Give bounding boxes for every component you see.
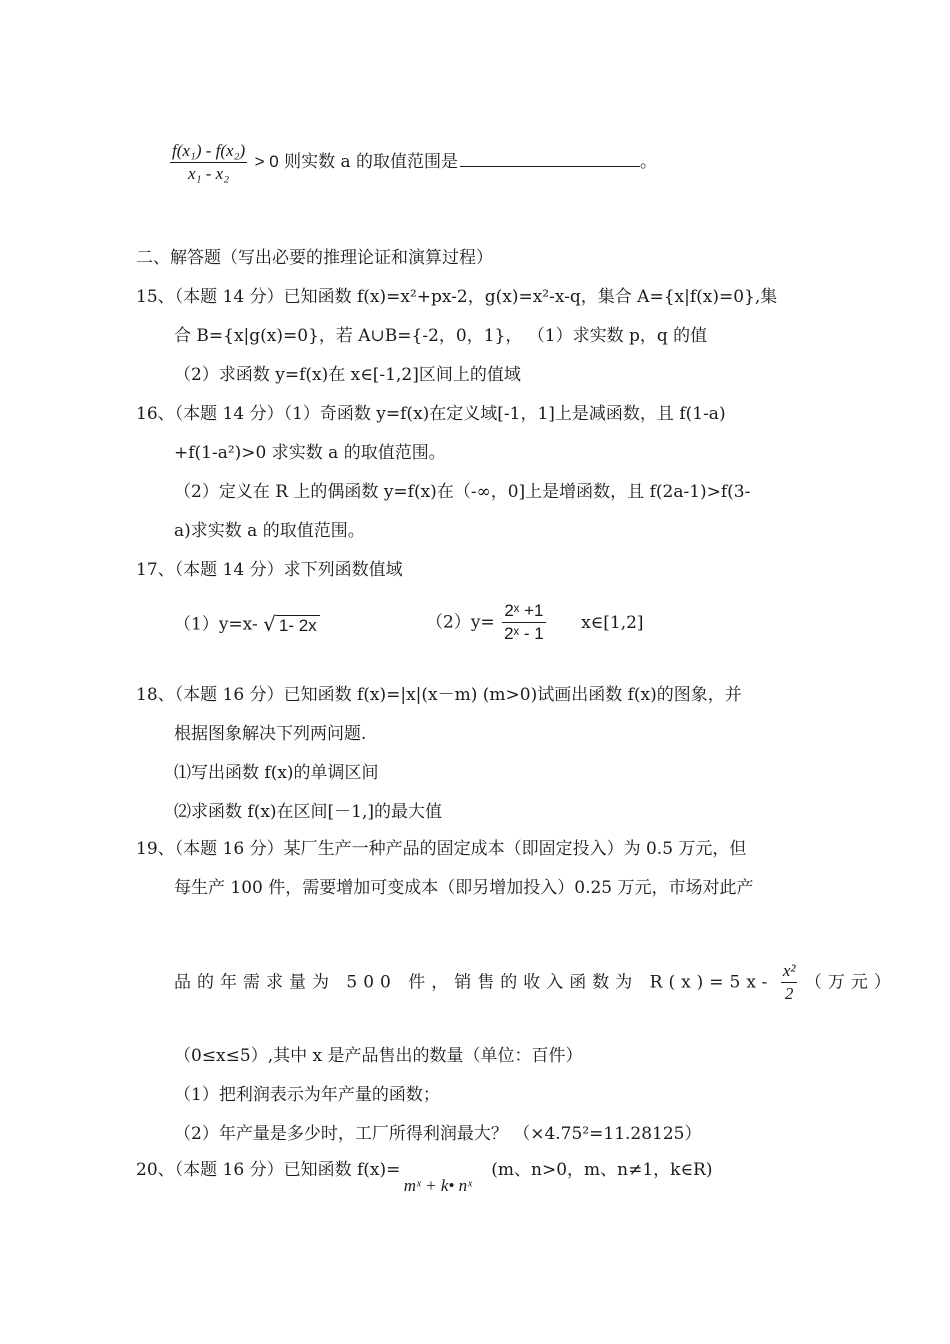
- q14-end: 。: [640, 152, 658, 172]
- q15-line2: 合 B={x|g(x)=0}，若 A∪B={-2，0，1}， （1）求实数 p，q 的值: [174, 326, 708, 346]
- q19-line2: 每生产 100 件，需要增加可变成本（即另增加投入）0.25 万元，市场对此产: [174, 878, 754, 898]
- q14-frac-num: f(x₁) - f(x₂): [170, 140, 247, 163]
- q19-line3: [174, 960, 897, 1005]
- q18-line2: 根据图象解决下列两问题.: [174, 724, 367, 744]
- q18-line4: ⑵求函数 f(x)在区间[－1,]的最大值: [174, 802, 443, 822]
- q17-part1: [174, 612, 320, 638]
- q16-line3: （2）定义在 R 上的偶函数 y=f(x)在（-∞，0]上是增函数，且 f(2a-1)>f(3-: [174, 482, 751, 502]
- q20-line-b: (m、n>0，m、n≠1，k∈R): [491, 1160, 713, 1180]
- section-title: 二、解答题（写出必要的推理论证和演算过程）: [136, 248, 493, 268]
- q20-line-a: 20、（本题 16 分）已知函数 f(x)=: [136, 1160, 401, 1180]
- radical-icon: √: [263, 612, 276, 636]
- q19-line1: 19、（本题 16 分）某厂生产一种产品的固定成本（即固定投入）为 0.5 万元，但: [136, 839, 747, 859]
- q16-line4: a)求实数 a 的取值范围。: [174, 521, 365, 541]
- q17-line1: 17、（本题 14 分）求下列函数值域: [136, 560, 403, 580]
- q19-frac-den: 2: [784, 984, 794, 1003]
- q19-line5: （1）把利润表示为年产量的函数；: [174, 1085, 440, 1105]
- q20-line: [136, 1158, 713, 1195]
- q19-frac-num: x²: [781, 960, 798, 983]
- q14-line: [168, 140, 657, 185]
- q14-fraction: [170, 140, 247, 185]
- q19-line3-end: （万元）: [804, 972, 897, 993]
- q15-line1: 15、（本题 14 分）已知函数 f(x)=x²+px-2，g(x)=x²-x-q，集合 A={x|f(x)=0},集: [136, 287, 778, 307]
- q20-expr: mˣ + k• nˣ: [403, 1176, 472, 1195]
- q17-radicand: 1- 2x: [276, 615, 320, 635]
- q14-ineq: > 0: [254, 152, 279, 171]
- q17-p2-label: （2）y=: [426, 612, 495, 633]
- q14-answer-blank[interactable]: [460, 150, 640, 167]
- q15-line3: （2）求函数 y=f(x)在 x∈[-1,2]区间上的值域: [174, 365, 521, 385]
- q16-line2: +f(1-a²)>0 求实数 a 的取值范围。: [174, 443, 446, 463]
- q18-line3: ⑴写出函数 f(x)的单调区间: [174, 763, 379, 783]
- q17-p2-domain: x∈[1,2]: [581, 612, 644, 633]
- q17-part2: [426, 600, 644, 645]
- q19-line6: （2）年产量是多少时，工厂所得利润最大？ （×4.75²=11.28125）: [174, 1124, 702, 1144]
- q17-p2-fraction: [502, 600, 546, 645]
- q19-line4: （0≤x≤5）,其中 x 是产品售出的数量（单位：百件）: [174, 1046, 583, 1066]
- q19-line3-text: 品的年需求量为 500 件，销售的收入函数为 R(x)=5x-: [174, 972, 774, 993]
- q17-sqrt: [263, 612, 320, 638]
- q17-p1-label: （1）y=x-: [174, 614, 258, 635]
- q17-p2-num: 2ˣ +1: [502, 600, 546, 623]
- q14-text: 则实数 a 的取值范围是: [284, 152, 459, 172]
- q17-p2-den: 2ˣ - 1: [504, 624, 544, 643]
- q19-fraction: [781, 960, 798, 1005]
- q16-line1: 16、（本题 14 分）（1）奇函数 y=f(x)在定义域[-1，1]上是减函数，且 f(1-a): [136, 404, 726, 424]
- q14-frac-den: x₁ - x₂: [188, 164, 230, 183]
- q18-line1: 18、（本题 16 分）已知函数 f(x)=|x|(x－m) (m>0)试画出函数 f(x)的图象，并: [136, 685, 742, 705]
